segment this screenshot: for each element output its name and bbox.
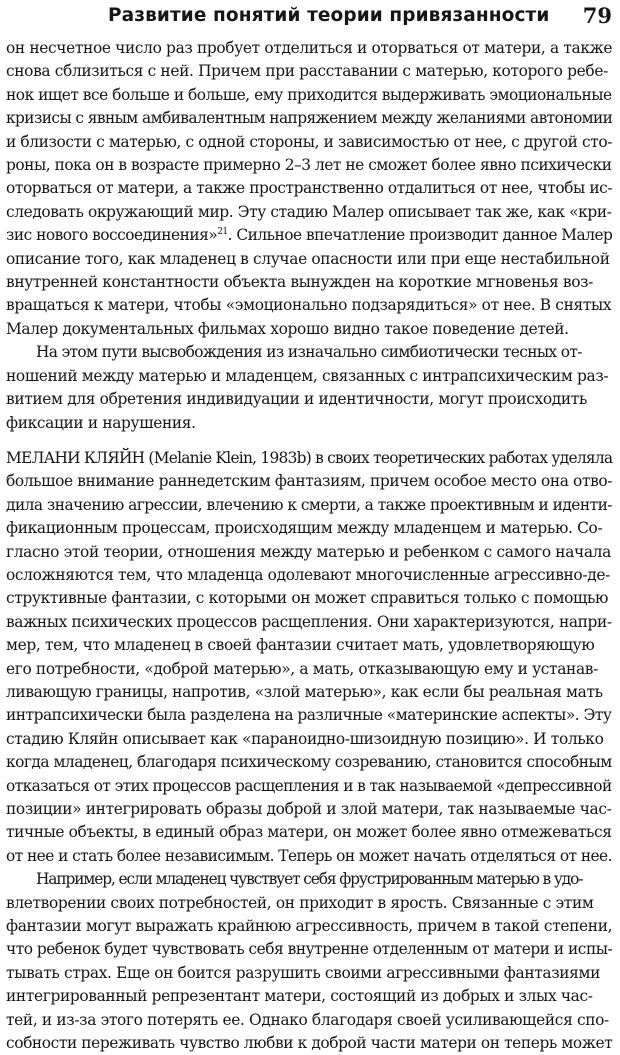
text-line: вращаться к матери, чтобы «эмоционально подзарядиться» от нее. В снятых (6, 296, 612, 315)
text-line: внутренней константности объекта вынужден на короткие мгновенья воз- (6, 273, 594, 292)
text-line: кризисы с явным амбивалентным напряжением между желаниями автономии (6, 109, 613, 128)
text-line: отказаться от этих процессов расщепления и в так называемой «депрессивной (6, 776, 612, 795)
text-line: ношений между матерью и младенцем, связанных с интрапсихическим раз- (6, 366, 609, 385)
text-line: осложняются тем, что младенца одолевают многочисленные агрессивно-де- (6, 565, 610, 584)
text-line: от нее и стать более независимым. Теперь он может начать отделяться от нее. (6, 846, 612, 865)
text-line: позиции» интегрировать образы доброй и злой матери, так называемые час- (6, 800, 612, 818)
page-number: 79 (582, 3, 612, 28)
text-line: описание того, как младенец в случае опасности или при еще нестабильной (6, 249, 610, 268)
running-title: Развитие понятий теории привязанности (108, 5, 550, 26)
paragraph-3 (6, 447, 616, 868)
text-line: следовать окружающий мир. Эту стадию Малер описывает так же, как «кри- (6, 202, 612, 221)
text-line: мер, тем, что младенец в своей фантазии считает мать, удовлетворяющую (6, 636, 595, 655)
text-line: интегрированный репрезентант матери, состоящий из добрых и злых час- (6, 987, 593, 1006)
footnote-marker: 21 (217, 227, 228, 238)
text-line: гласно этой теории, отношения между матерью и ребенком с самого начала (6, 542, 611, 561)
text-line: интрапсихически была разделена на различные «материнские аспекты». Эту (6, 706, 612, 725)
text-segment: зис нового воссоединения» (6, 226, 218, 245)
paragraph-1 (6, 37, 616, 341)
text-line: На этом пути высвобождения из изначально симбиотически тесных от- (36, 343, 582, 362)
text-line: фикационным процессам, происходящим между младенцем и матерью. Со- (6, 519, 603, 538)
text-line: МЕЛАНИ КЛЯЙН (Melanie Klein, 1983b) в своих теоретических работах уделяла (6, 448, 613, 467)
text-line: оторваться от матери, а также пространственно отдалиться от нее, чтобы ис- (6, 179, 613, 198)
text-line: фиксации и нарушения. (6, 413, 196, 432)
text-line: стадию Кляйн описывает как «параноидно-шизоидную позицию». И только (6, 729, 604, 748)
text-line: нок ищет все больше и больше, ему приходится выдерживать эмоциональные (6, 85, 612, 104)
text-line: собности переживать чувство любви к доброй части матери он теперь может (6, 1034, 613, 1053)
text-line: влетворении своих потребностей, он приходит в ярость. Связанные с этим (6, 893, 594, 912)
text-line: что ребенок будет чувствовать себя внутренне отделенным от матери и испы- (6, 940, 613, 959)
text-line: ливающую границы, напротив, «злой матерью», как если бы реальная мать (6, 682, 603, 701)
text-line: тей, и из-за этого потерять ее. Однако благодаря своей усиливающейся спо- (6, 1010, 609, 1029)
text-line: Например, если младенец чувствует себя фрустрированным матерью в удо- (36, 870, 583, 889)
text-segment: . Сильное впечатление производит данное Малер (227, 226, 613, 245)
text-line: важных психических процессов расщепления. Они характеризуются, напри- (6, 612, 612, 631)
body-text (6, 37, 616, 1055)
text-line: Малер документальных фильмах хорошо видно такое поведение детей. (6, 319, 569, 338)
text-line: дила значению агрессии, влечению к смерти, а также проективным и иденти- (6, 495, 612, 514)
text-line: снова сблизиться с ней. Причем при расставании с матерью, которого ребе- (6, 62, 608, 81)
paragraph-4 (6, 868, 616, 1055)
text-line: когда младенец, благодаря психическому созреванию, становится способным (6, 753, 612, 772)
text-line-with-footnote (6, 224, 616, 247)
section-gap (6, 435, 616, 447)
text-line: тывать страх. Еще он боится разрушить своими агрессивными фантазиями (6, 963, 601, 982)
text-line: структивные фантазии, с которыми он может справиться только с помощью (6, 589, 609, 608)
paragraph-2 (6, 341, 616, 435)
text-line: фантазии могут выражать крайнюю агрессивность, причем в такой степени, (6, 917, 613, 936)
text-line: и близости с матерью, с одной стороны, и зависимостью от нее, с другой сто- (6, 132, 613, 151)
text-line: тичные объекты, в единый образ матери, он может более явно отмежеваться (6, 823, 612, 842)
text-line: большое внимание раннедетским фантазиям, причем особое место она отво- (6, 472, 613, 491)
running-header (0, 5, 620, 31)
text-line: он несчетное число раз пробует отделиться и оторваться от матери, а также (6, 39, 613, 57)
text-line: витием для обретения индивидуации и идентичности, могут происходить (6, 390, 587, 409)
text-line: его потребности, «доброй матерью», а мать, отказывающую ему и устанав- (6, 659, 598, 678)
text-line: роны, пока он в возрасте примерно 2–3 лет не сможет более явно психически (6, 156, 612, 175)
